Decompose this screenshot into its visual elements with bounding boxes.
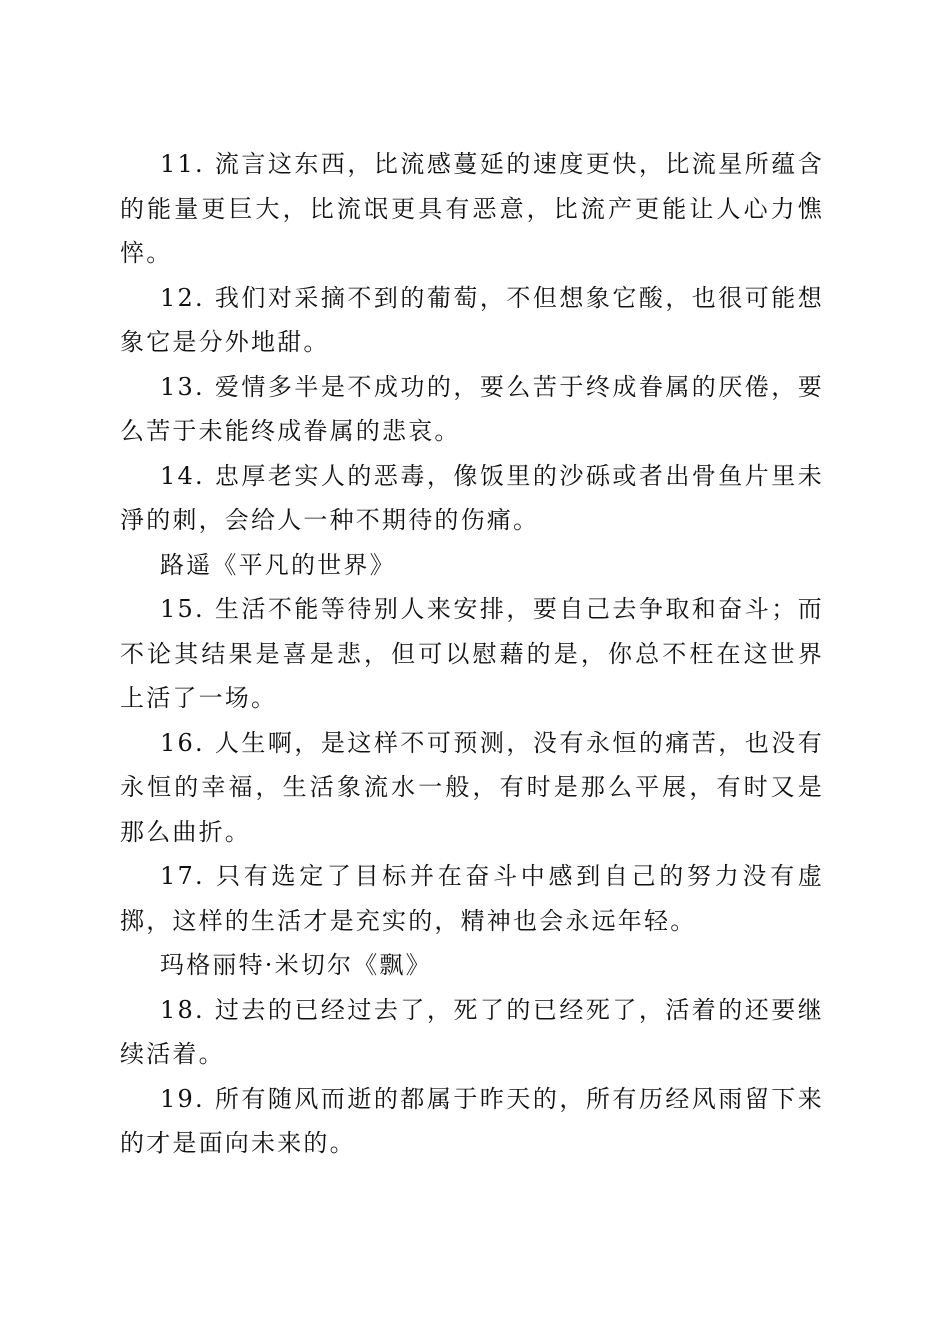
source-heading-mitchell: 玛格丽特·米切尔《飘》	[160, 951, 432, 979]
quote-paragraph-18: 18. 过去的已经过去了，死了的已经死了，活着的还要继续活着。	[120, 995, 824, 1068]
quote-paragraph-17: 17. 只有选定了目标并在奋斗中感到自己的努力没有虚掷，这样的生活才是充实的，精神也会永远年轻。	[120, 862, 824, 935]
quote-paragraph-12: 12. 我们对采摘不到的葡萄，不但想象它酸，也很可能想象它是分外地甜。	[120, 283, 824, 356]
quote-paragraph-11: 11. 流言这东西，比流感蔓延的速度更快，比流星所蕴含的能量更巨大，比流氓更具有恶意，比流产更能让人心力憔悴。	[120, 150, 824, 267]
quote-paragraph-14: 14. 忠厚老实人的恶毒，像饭里的沙砾或者出骨鱼片里未淨的刺，会给人一种不期待的伤痛。	[120, 461, 824, 534]
source-heading-lu-yao: 路遥《平凡的世界》	[160, 550, 396, 579]
quote-paragraph-16: 16. 人生啊，是这样不可预测，没有永恒的痛苦，也没有永恒的幸福，生活象流水一般，有时是那么平展，有时又是那么曲折。	[120, 728, 824, 846]
quote-paragraph-15: 15. 生活不能等待别人来安排，要自己去争取和奋斗；而不论其结果是喜是悲，但可以慰藉的是，你总不枉在这世界上活了一场。	[120, 595, 824, 712]
quote-paragraph-19: 19. 所有随风而逝的都属于昨天的，所有历经风雨留下来的才是面向未来的。	[120, 1084, 824, 1157]
quote-paragraph-13: 13. 爱情多半是不成功的，要么苦于终成眷属的厌倦，要么苦于未能终成眷属的悲哀。	[120, 372, 824, 445]
document-body	[120, 142, 824, 1166]
